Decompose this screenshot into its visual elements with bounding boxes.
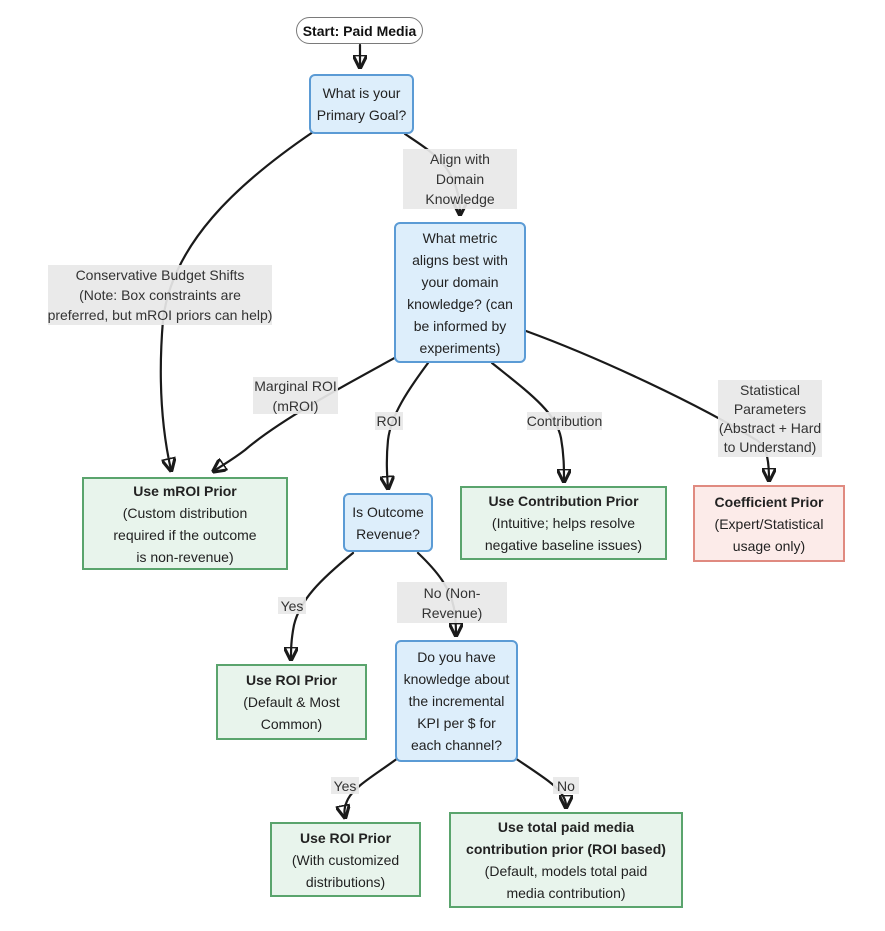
edge-label-text: Contribution — [526, 413, 603, 429]
node-text: (Intuitive; helps resolve — [491, 515, 636, 531]
edge-label-no-non-revenue — [397, 582, 507, 623]
node-text: knowledge? (can — [407, 295, 513, 312]
node-outcome-revenue — [343, 493, 433, 552]
edge-label-text: No — [557, 777, 575, 794]
edge-label-text: (Abstract + Hard — [718, 419, 822, 436]
edge-label-conservative-budget-shifts — [48, 265, 272, 325]
node-text: Common) — [260, 716, 323, 732]
node-title: Use ROI Prior — [299, 829, 392, 846]
node-text: each channel? — [410, 737, 503, 753]
node-title: Coefficient Prior — [714, 493, 824, 510]
node-title: contribution prior (ROI based) — [466, 841, 666, 857]
edge-label-text: Revenue) — [421, 604, 483, 621]
node-coefficient-prior — [693, 485, 845, 562]
edge-label-align-domain — [403, 149, 517, 209]
node-text: your domain — [421, 273, 499, 290]
node-mroi-prior — [82, 477, 288, 570]
edge-label-text: Yes — [280, 597, 304, 614]
edge-label-yes-revenue — [278, 597, 306, 614]
edge-label-text: Knowledge — [425, 191, 495, 207]
node-text: (Default & Most — [243, 694, 340, 710]
node-roi-prior-default — [216, 664, 367, 740]
edge-label-marginal-roi — [253, 377, 338, 414]
node-title: Use Contribution Prior — [488, 493, 639, 509]
node-text: Do you have — [417, 649, 496, 665]
node-text: (With customized — [291, 851, 400, 868]
edge-label-text: Conservative Budget Shifts — [75, 267, 245, 283]
node-text: aligns best with — [412, 251, 508, 268]
edge-label-text: ROI — [376, 413, 402, 429]
node-text: experiments) — [419, 339, 501, 356]
edge-label-text: Align with — [430, 151, 490, 167]
node-text: be informed by — [413, 317, 507, 334]
node-contribution-prior — [460, 486, 667, 560]
node-roi-prior-custom — [270, 822, 421, 897]
edge-label-statistical-parameters — [718, 380, 822, 457]
node-total-paid-media-prior — [449, 812, 683, 908]
node-text: distributions) — [305, 873, 386, 890]
node-text: (Custom distribution — [122, 504, 248, 521]
node-text: usage only) — [732, 537, 806, 554]
node-title: Use total paid media — [497, 819, 635, 835]
node-text: required if the outcome — [113, 526, 257, 543]
edge-label-no-kpi — [553, 777, 579, 794]
node-text: Primary Goal? — [316, 107, 407, 123]
edge-label-text: Marginal ROI — [254, 377, 337, 394]
node-text: media contribution) — [506, 885, 626, 901]
node-text: What is your — [322, 85, 401, 101]
edge-label-text: Domain — [435, 171, 485, 187]
node-text: Revenue? — [356, 525, 420, 542]
node-kpi-knowledge — [395, 640, 518, 762]
edge-label-text: to Understand) — [723, 438, 817, 455]
edge-label-text: Parameters — [733, 400, 807, 417]
edge-label-text: Statistical — [740, 381, 800, 398]
node-start — [296, 17, 423, 44]
edge-label-text: Yes — [333, 777, 357, 794]
node-title: Use ROI Prior — [245, 672, 338, 688]
node-metric-question — [394, 222, 526, 363]
edge-label-text: (mROI) — [272, 397, 319, 414]
node-text: knowledge about — [403, 671, 510, 687]
node-text: (Default, models total paid — [484, 863, 648, 879]
node-text: the incremental — [408, 693, 505, 709]
edge-label-text: preferred, but mROI priors can help) — [47, 307, 273, 323]
node-text: (Expert/Statistical — [714, 515, 824, 532]
node-text: is non-revenue) — [136, 548, 234, 565]
node-start-label: Start: Paid Media — [302, 22, 417, 39]
edge-label-contribution — [527, 412, 602, 430]
node-text: negative baseline issues) — [484, 537, 643, 553]
edge-label-yes-kpi — [331, 777, 359, 794]
node-text: What metric — [422, 229, 498, 246]
node-text: Is Outcome — [352, 503, 424, 520]
edge-label-roi — [375, 412, 403, 430]
node-text: KPI per $ for — [417, 715, 496, 731]
edge-label-text: No (Non- — [423, 584, 481, 601]
node-title: Use mROI Prior — [133, 482, 237, 499]
edge-label-text: (Note: Box constraints are — [79, 287, 241, 303]
node-primary-goal — [309, 74, 414, 134]
